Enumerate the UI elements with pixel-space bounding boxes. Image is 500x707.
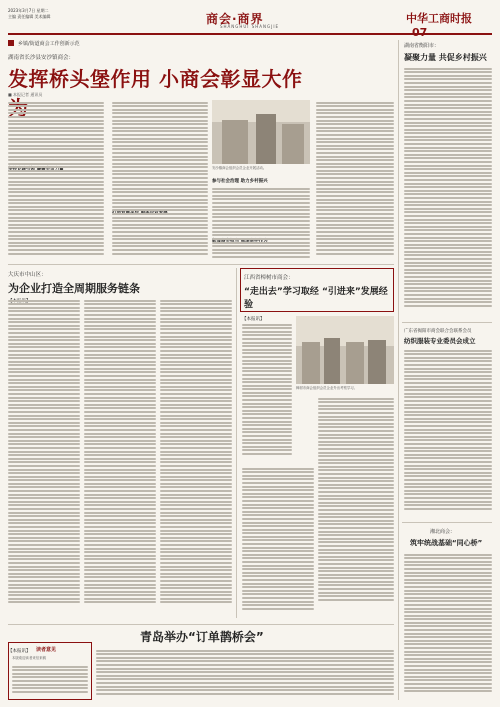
story2-body-col-3 bbox=[160, 298, 232, 620]
right-title-small: 湖南省衡阳市： bbox=[404, 43, 440, 49]
lead-body-col-1 bbox=[8, 100, 104, 260]
section-title: 商会·商界 bbox=[206, 12, 264, 26]
right-body-3 bbox=[404, 552, 492, 700]
lead-body-col-4 bbox=[316, 100, 394, 260]
section-divider-1 bbox=[8, 264, 394, 265]
page-header bbox=[8, 6, 492, 32]
lead-byline: ■ 本报记者 通讯员 bbox=[8, 92, 43, 97]
right-divider-2 bbox=[402, 522, 492, 523]
story3-body-col-2 bbox=[242, 466, 314, 618]
reader-box-sub: 本版欢迎读者来信来稿 bbox=[12, 656, 46, 660]
lead-body-col-2 bbox=[112, 100, 208, 260]
story2-body-col-1 bbox=[8, 298, 80, 620]
section-title-en: SHANGHUI SHANGJIE bbox=[220, 24, 280, 29]
right-story3-headline: 筑牢统战基础“同心桥” bbox=[410, 539, 483, 547]
lead-kicker: 乡镇/街道商会工作创新示范 bbox=[18, 41, 80, 47]
reader-box-title: 读者意见 bbox=[36, 647, 57, 653]
story4-dateline: 【本报讯】 bbox=[8, 649, 31, 654]
column-divider bbox=[398, 40, 399, 700]
story3-photo-caption: 樟树市商会组织会员企业外出考察学习。 bbox=[296, 386, 358, 390]
story2-headline: 为企业打造全周期服务链条 bbox=[8, 282, 140, 295]
header-editors: 主编 责任编辑 美术编辑 bbox=[8, 14, 51, 19]
lead-title-small: 湖南省长沙县安沙镇商会： bbox=[8, 55, 75, 61]
story2-title-small: 大庆市中山区： bbox=[8, 272, 47, 278]
right-body-1 bbox=[404, 66, 492, 316]
kicker-marker bbox=[8, 40, 14, 46]
story3-divider bbox=[236, 268, 237, 618]
story4-body bbox=[96, 648, 394, 700]
lead-photo-caption: 安沙镇商会组织会员企业开展活动。 bbox=[212, 166, 267, 170]
story3-headline: “走出去”学习取经 “引进来”发展经验 bbox=[244, 287, 388, 310]
right-story3-title-small: 湘北商会： bbox=[430, 529, 456, 535]
lead-subhead-3: 参与社会治理 助力乡村振兴 bbox=[212, 179, 268, 184]
section-divider-2 bbox=[8, 624, 394, 625]
story3-photo bbox=[296, 316, 394, 384]
story2-body-col-2 bbox=[84, 298, 156, 620]
right-divider-1 bbox=[402, 322, 492, 323]
story4-headline: 青岛举办“订单鹊桥会” bbox=[140, 630, 264, 644]
story3-dateline: 【本报讯】 bbox=[242, 317, 265, 322]
right-story2-title: 广东省揭阳市商会联合会联系会员 bbox=[404, 329, 472, 334]
story3-body-col-1 bbox=[242, 322, 292, 462]
lead-body-col-3 bbox=[212, 186, 310, 260]
reader-box-body bbox=[12, 664, 88, 696]
lead-headline: 发挥桥头堡作用 小商会彰显大作 bbox=[8, 67, 303, 91]
header-rule bbox=[8, 33, 492, 35]
paper-name-text: 中华工商时报 bbox=[406, 12, 472, 25]
lead-photo bbox=[212, 100, 310, 164]
header-date: 2023年3月7日 星期二 bbox=[8, 8, 49, 13]
header-meta bbox=[8, 8, 208, 20]
right-story2-sub: 纺织服装专业委员会成立 bbox=[404, 337, 476, 345]
right-headline: 凝聚力量 共促乡村振兴 bbox=[404, 53, 487, 62]
story3-title-small: 江西省樟树市商会： bbox=[244, 275, 294, 281]
right-body-2 bbox=[404, 348, 492, 518]
story3-body-col-3 bbox=[318, 396, 394, 618]
